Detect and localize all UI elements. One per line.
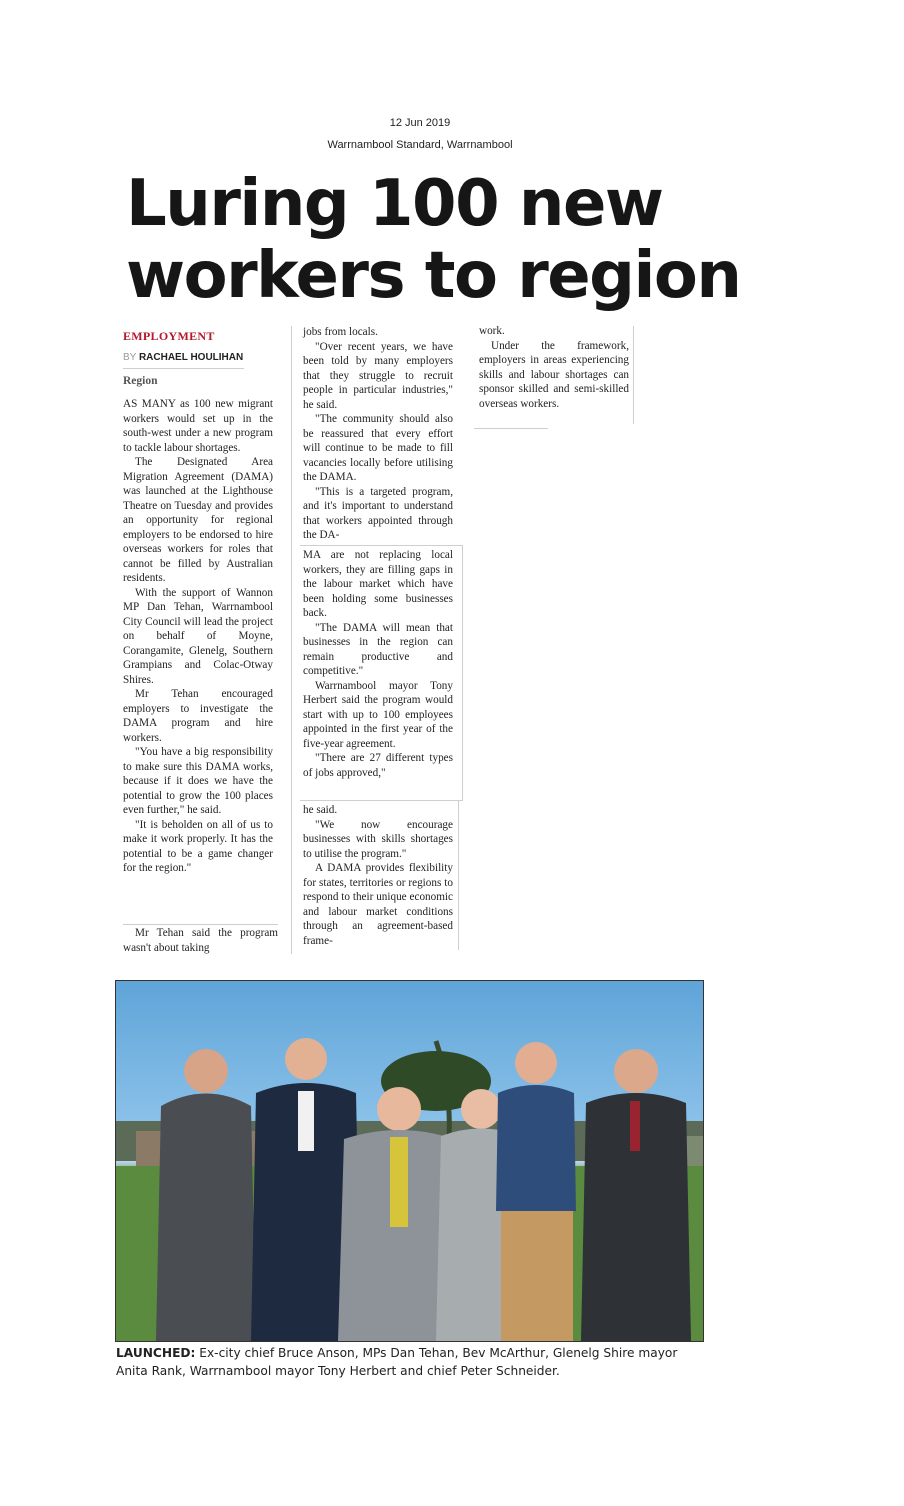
article-column-2-top — [303, 325, 453, 543]
column-end-rule — [474, 428, 548, 429]
article-column-1-continued — [123, 926, 278, 955]
caption-text: Ex-city chief Bruce Anson, MPs Dan Tehan, Bev McArthur, Glenelg Shire mayor Anita Rank, Warrnambool mayor Tony Herbert and chief Peter Schneider. — [116, 1346, 678, 1378]
article-column-2-middle — [303, 548, 453, 780]
column-divider — [458, 800, 459, 950]
article-column-3 — [479, 324, 629, 411]
article-paragraph: The Designated Area Migration Agreement (DAMA) was launched at the Lighthouse Theatre on Tuesday and provides an opportunity for regional employers to be endorsed to hire overseas workers for roles that cannot be filled by Australian residents. — [123, 456, 273, 584]
article-paragraph: "Over recent years, we have been told by many employers that they struggle to recruit people in particular industries," he said. — [303, 340, 453, 411]
article-paragraph: he said. — [303, 804, 338, 816]
byline — [123, 352, 243, 363]
article-paragraph: "It is beholden on all of us to make it work properly. It has the potential to be a game changer for the region." — [123, 818, 273, 874]
group-photo — [115, 980, 704, 1342]
person-1 — [156, 1049, 256, 1341]
article-paragraph: MA are not replacing local workers, they are filling gaps in the labour market which have been holding some businesses back. — [303, 549, 453, 619]
caption-label: LAUNCHED: — [116, 1346, 196, 1360]
article-paragraph: work. — [479, 325, 505, 337]
photo-caption — [116, 1344, 706, 1380]
article-paragraph: A DAMA provides flexibility for states, territories or regions to respond to their unique economic and labour market conditions through an agreement-based frame- — [303, 862, 453, 947]
clipping-source: Warrnambool Standard, Warrnambool — [327, 139, 513, 151]
article-paragraph: Under the framework, employers in areas experiencing skills and labour shortages can sponsor skilled and semi-skilled overseas workers. — [479, 339, 629, 410]
article-paragraph: jobs from locals. — [303, 326, 378, 338]
article-paragraph: "The community should also be reassured that every effort will continue to be made to fill vacancies locally before utilising the DAMA. — [303, 413, 453, 483]
article-column-1 — [123, 397, 273, 876]
article-paragraph: "The DAMA will mean that businesses in the region can remain productive and competitive." — [303, 621, 453, 677]
column-divider — [291, 326, 292, 954]
byline-rule — [123, 368, 244, 369]
article-paragraph: "We now encourage businesses with skills shortages to utilise the program." — [303, 818, 453, 860]
clipping-date: 12 Jun 2019 — [389, 117, 451, 129]
headline-line-1: Luring 100 new — [126, 167, 663, 241]
section-kicker: EMPLOYMENT — [123, 329, 215, 343]
article-paragraph: "This is a targeted program, and it's important to understand that workers appointed through the DA- — [303, 485, 453, 541]
byline-prefix: BY — [123, 352, 137, 363]
article-paragraph: With the support of Wannon MP Dan Tehan, Warrnambool City Council will lead the project on behalf of Moyne, Corangamite, Glenelg, Southern Grampians and Colac-Otway Shires. — [123, 586, 273, 686]
person-6 — [581, 1049, 691, 1341]
headline-line-2: workers to region — [126, 239, 741, 313]
headline — [126, 168, 740, 312]
column-rule — [300, 800, 462, 801]
article-paragraph: "There are 27 different types of jobs approved," — [303, 752, 453, 779]
person-5 — [496, 1042, 576, 1341]
section-label: Region — [123, 375, 158, 387]
column-rule — [300, 545, 462, 546]
article-paragraph: AS MANY as 100 new migrant workers would set up in the south-west under a new program to tackle labour shortages. — [123, 398, 273, 454]
column-rule — [123, 924, 278, 925]
group-photo-illustration — [116, 981, 703, 1341]
article-paragraph: Warrnambool mayor Tony Herbert said the program would start with up to 100 employees appointed in the first year of the five-year agreement. — [303, 679, 453, 750]
byline-author: RACHAEL HOULIHAN — [138, 352, 244, 363]
article-paragraph: "You have a big responsibility to make sure this DAMA works, because if it does we have the potential to grow the 100 places even further," he said. — [123, 746, 273, 816]
article-paragraph: Mr Tehan said the program wasn't about taking — [123, 927, 278, 954]
article-paragraph: Mr Tehan encouraged employers to investigate the DAMA program and hire workers. — [123, 688, 273, 744]
column-divider — [633, 326, 634, 424]
article-column-2-bottom — [303, 803, 453, 948]
column-divider — [462, 545, 463, 801]
